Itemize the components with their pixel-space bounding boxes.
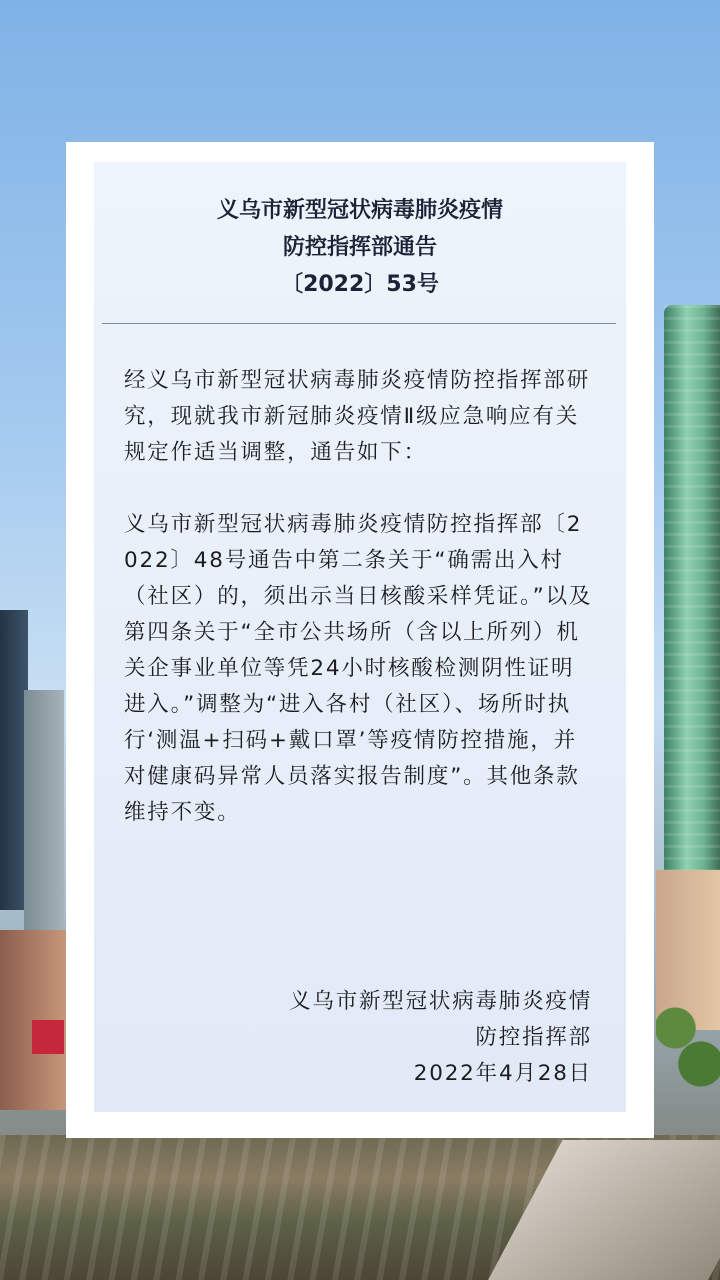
signature-org-line2: 防控指挥部 xyxy=(475,1025,592,1050)
notice-title-line1: 义乌市新型冠状病毒肺炎疫情 xyxy=(216,198,503,223)
notice-title-line2: 防控指挥部通告 xyxy=(282,235,437,260)
notice-signature xyxy=(122,984,592,1092)
red-sign xyxy=(32,1020,64,1054)
notice-number: 〔2022〕53号 xyxy=(281,272,439,297)
notice-panel xyxy=(94,162,626,1112)
signature-org-line1: 义乌市新型冠状病毒肺炎疫情 xyxy=(289,989,592,1014)
notice-paragraph-2: 义乌市新型冠状病毒肺炎疫情防控指挥部〔2022〕48号通告中第二条关于“确需出入村（社区）的，须出示当日核酸采样凭证。”以及第四条关于“全市公共场所（含以上所列）机关企事业单位等凭24小时核酸检测阴性证明进入。”调整为“进入各村（社区）、场所时执行‘测温+扫码+戴口罩’等疫情防控措施，并对健康码异常人员落实报告制度”。其他条款维持不变。 xyxy=(124,512,593,825)
notice-body xyxy=(124,363,594,831)
notice-card xyxy=(66,142,654,1138)
signature-date: 2022年4月28日 xyxy=(413,1061,592,1086)
grey-building-image xyxy=(24,690,64,950)
notice-header xyxy=(94,192,626,303)
glass-tower-stripes xyxy=(664,305,720,925)
header-divider xyxy=(102,323,616,324)
trees-right xyxy=(656,980,720,1100)
notice-paragraph-1: 经义乌市新型冠状病毒肺炎疫情防控指挥部研究，现就我市新冠肺炎疫情Ⅱ级应急响应有关规定作适当调整，通告如下： xyxy=(124,368,591,465)
